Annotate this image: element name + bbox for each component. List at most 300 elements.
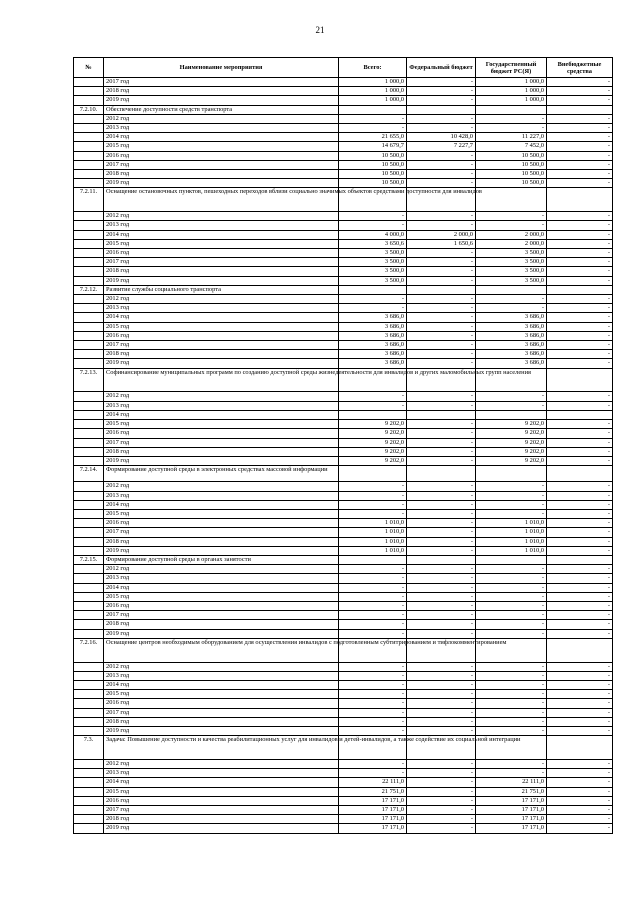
- cell-total: 9 202,0: [339, 429, 407, 438]
- cell-code: [74, 276, 104, 285]
- cell-name: 2016 год: [104, 151, 339, 160]
- cell-code: [74, 410, 104, 419]
- cell-state: -: [476, 500, 547, 509]
- cell-extra: -: [547, 179, 613, 188]
- cell-total: 3 500,0: [339, 276, 407, 285]
- cell-federal: -: [407, 438, 476, 447]
- cell-extra: -: [547, 759, 613, 768]
- cell-total: 1 010,0: [339, 537, 407, 546]
- cell-name: 2012 год: [104, 565, 339, 574]
- cell-name: 2019 год: [104, 629, 339, 638]
- cell-state: 9 202,0: [476, 429, 547, 438]
- cell-code: [74, 322, 104, 331]
- cell-state: 3 500,0: [476, 249, 547, 258]
- cell-total: 17 171,0: [339, 805, 407, 814]
- cell-extra: -: [547, 601, 613, 610]
- table-row: [74, 429, 613, 438]
- cell-total: 3 500,0: [339, 249, 407, 258]
- cell-total: -: [339, 699, 407, 708]
- cell-code: [74, 258, 104, 267]
- table-row: [74, 456, 613, 465]
- table-row: [74, 759, 613, 768]
- cell-extra: -: [547, 341, 613, 350]
- cell-total: 21 655,0: [339, 133, 407, 142]
- cell-state: -: [476, 759, 547, 768]
- cell-code: [74, 500, 104, 509]
- cell-state: 9 202,0: [476, 447, 547, 456]
- page-number: 21: [315, 25, 325, 35]
- cell-code: [74, 212, 104, 221]
- cell-state: -: [476, 401, 547, 410]
- cell-name: 2012 год: [104, 295, 339, 304]
- cell-federal: -: [407, 629, 476, 638]
- cell-name: 2018 год: [104, 815, 339, 824]
- table-row: [74, 304, 613, 313]
- cell-extra: -: [547, 778, 613, 787]
- cell-total: -: [339, 509, 407, 518]
- cell-code: [74, 815, 104, 824]
- cell-state: 2 000,0: [476, 239, 547, 248]
- cell-total: -: [339, 295, 407, 304]
- cell-extra: -: [547, 249, 613, 258]
- cell-state: 3 686,0: [476, 341, 547, 350]
- header-total: Всего:: [339, 58, 407, 78]
- cell-total: 17 171,0: [339, 824, 407, 833]
- table-body: [74, 78, 613, 834]
- cell-code: [74, 170, 104, 179]
- table-row: [74, 313, 613, 322]
- cell-total: 10 500,0: [339, 170, 407, 179]
- cell-name: 2015 год: [104, 592, 339, 601]
- cell-federal: -: [407, 769, 476, 778]
- cell-extra: -: [547, 726, 613, 735]
- cell-state: [476, 555, 547, 564]
- cell-state: -: [476, 717, 547, 726]
- cell-federal: -: [407, 331, 476, 340]
- cell-code: [74, 528, 104, 537]
- table-row: [74, 331, 613, 340]
- cell-extra: -: [547, 456, 613, 465]
- cell-name: 2013 год: [104, 574, 339, 583]
- cell-total: 10 500,0: [339, 160, 407, 169]
- table-row: [74, 611, 613, 620]
- cell-total: -: [339, 717, 407, 726]
- cell-extra: -: [547, 482, 613, 491]
- cell-name: 2012 год: [104, 212, 339, 221]
- cell-total: -: [339, 221, 407, 230]
- cell-state: -: [476, 769, 547, 778]
- cell-federal: -: [407, 759, 476, 768]
- cell-extra: -: [547, 392, 613, 401]
- cell-total: 21 751,0: [339, 787, 407, 796]
- cell-total: 3 686,0: [339, 313, 407, 322]
- cell-name: 2015 год: [104, 509, 339, 518]
- cell-total: 9 202,0: [339, 420, 407, 429]
- cell-total: -: [339, 769, 407, 778]
- table-row: [74, 151, 613, 160]
- cell-extra: -: [547, 239, 613, 248]
- cell-code: [74, 267, 104, 276]
- cell-federal: -: [407, 601, 476, 610]
- cell-name: 2018 год: [104, 717, 339, 726]
- cell-total: 14 679,7: [339, 142, 407, 151]
- cell-state: 1 010,0: [476, 519, 547, 528]
- cell-total: -: [339, 124, 407, 133]
- cell-code: [74, 87, 104, 96]
- cell-code: [74, 726, 104, 735]
- cell-name: 2013 год: [104, 401, 339, 410]
- cell-state: -: [476, 611, 547, 620]
- cell-federal: -: [407, 726, 476, 735]
- cell-state: [476, 410, 547, 419]
- cell-total: -: [339, 601, 407, 610]
- table-row: [74, 392, 613, 401]
- table-row: [74, 114, 613, 123]
- cell-code: 7.2.15.: [74, 555, 104, 564]
- cell-total: 10 500,0: [339, 151, 407, 160]
- cell-name: 2016 год: [104, 601, 339, 610]
- cell-total: 1 000,0: [339, 78, 407, 87]
- cell-name: 2018 год: [104, 267, 339, 276]
- cell-total: 3 686,0: [339, 331, 407, 340]
- cell-code: [74, 680, 104, 689]
- cell-extra: -: [547, 805, 613, 814]
- cell-state: -: [476, 726, 547, 735]
- cell-total: 17 171,0: [339, 815, 407, 824]
- cell-code: [74, 124, 104, 133]
- cell-code: [74, 133, 104, 142]
- cell-state: -: [476, 690, 547, 699]
- cell-state: [476, 466, 547, 482]
- cell-code: [74, 179, 104, 188]
- cell-code: [74, 341, 104, 350]
- cell-total: 3 686,0: [339, 350, 407, 359]
- section-row: [74, 466, 613, 482]
- cell-extra: -: [547, 447, 613, 456]
- cell-name: 2016 год: [104, 796, 339, 805]
- header-name: Наименование мероприятия: [104, 58, 339, 78]
- cell-name: 2017 год: [104, 438, 339, 447]
- cell-state: -: [476, 592, 547, 601]
- cell-federal: -: [407, 447, 476, 456]
- cell-code: [74, 509, 104, 518]
- cell-name: 2012 год: [104, 759, 339, 768]
- table-row: [74, 601, 613, 610]
- cell-state: 1 010,0: [476, 528, 547, 537]
- section-row: [74, 285, 613, 294]
- cell-code: [74, 824, 104, 833]
- cell-name: 2015 год: [104, 239, 339, 248]
- cell-total: 9 202,0: [339, 456, 407, 465]
- table-row: [74, 519, 613, 528]
- table-row: [74, 341, 613, 350]
- cell-federal: 7 227,7: [407, 142, 476, 151]
- cell-federal: -: [407, 824, 476, 833]
- cell-code: [74, 592, 104, 601]
- cell-state: 10 500,0: [476, 170, 547, 179]
- cell-code: [74, 717, 104, 726]
- cell-code: [74, 331, 104, 340]
- cell-extra: -: [547, 537, 613, 546]
- cell-name: 2015 год: [104, 142, 339, 151]
- cell-code: [74, 565, 104, 574]
- cell-code: [74, 769, 104, 778]
- cell-name: Обеспечение доступности средств транспорта: [104, 105, 339, 114]
- cell-federal: [407, 410, 476, 419]
- cell-name: 2012 год: [104, 392, 339, 401]
- cell-total: 10 500,0: [339, 179, 407, 188]
- cell-federal: -: [407, 258, 476, 267]
- cell-extra: -: [547, 824, 613, 833]
- table-row: [74, 221, 613, 230]
- cell-state: -: [476, 392, 547, 401]
- cell-name: 2019 год: [104, 96, 339, 105]
- cell-name: 2016 год: [104, 519, 339, 528]
- cell-name: 2015 год: [104, 690, 339, 699]
- cell-total: [339, 105, 407, 114]
- cell-name: 2013 год: [104, 221, 339, 230]
- cell-federal: -: [407, 420, 476, 429]
- table-row: [74, 267, 613, 276]
- cell-extra: -: [547, 528, 613, 537]
- cell-state: -: [476, 629, 547, 638]
- cell-name: 2017 год: [104, 78, 339, 87]
- cell-name: 2012 год: [104, 662, 339, 671]
- cell-code: [74, 805, 104, 814]
- header-extra: Внебюджетные средства: [547, 58, 613, 78]
- cell-total: -: [339, 671, 407, 680]
- table-row: [74, 671, 613, 680]
- header-no: №: [74, 58, 104, 78]
- cell-name: 2015 год: [104, 787, 339, 796]
- cell-state: 17 171,0: [476, 796, 547, 805]
- cell-state: 1 000,0: [476, 78, 547, 87]
- cell-name: 2017 год: [104, 528, 339, 537]
- table-row: [74, 295, 613, 304]
- cell-code: [74, 519, 104, 528]
- cell-federal: -: [407, 170, 476, 179]
- cell-code: [74, 160, 104, 169]
- cell-total: -: [339, 726, 407, 735]
- cell-extra: -: [547, 546, 613, 555]
- cell-extra: -: [547, 438, 613, 447]
- cell-total: 1 010,0: [339, 546, 407, 555]
- table-row: [74, 546, 613, 555]
- funding-table: [73, 57, 613, 834]
- section-row: [74, 736, 613, 760]
- cell-federal: -: [407, 500, 476, 509]
- table-row: [74, 509, 613, 518]
- header-state: Государственный бюджет РС(Я): [476, 58, 547, 78]
- cell-state: [476, 188, 547, 212]
- cell-code: [74, 438, 104, 447]
- cell-total: 1 000,0: [339, 87, 407, 96]
- cell-total: 3 686,0: [339, 322, 407, 331]
- cell-total: 4 000,0: [339, 230, 407, 239]
- table-row: [74, 491, 613, 500]
- table-row: [74, 133, 613, 142]
- cell-total: 1 010,0: [339, 519, 407, 528]
- cell-federal: -: [407, 546, 476, 555]
- cell-extra: -: [547, 295, 613, 304]
- table-row: [74, 96, 613, 105]
- cell-total: -: [339, 708, 407, 717]
- cell-code: [74, 601, 104, 610]
- table-row: [74, 592, 613, 601]
- cell-federal: -: [407, 313, 476, 322]
- cell-name: 2019 год: [104, 276, 339, 285]
- cell-state: -: [476, 671, 547, 680]
- cell-total: -: [339, 629, 407, 638]
- cell-extra: -: [547, 519, 613, 528]
- cell-code: [74, 151, 104, 160]
- table-row: [74, 565, 613, 574]
- cell-federal: -: [407, 528, 476, 537]
- cell-state: -: [476, 565, 547, 574]
- cell-name: 2019 год: [104, 824, 339, 833]
- cell-federal: [407, 555, 476, 564]
- cell-extra: -: [547, 267, 613, 276]
- cell-code: [74, 796, 104, 805]
- cell-name: 2019 год: [104, 179, 339, 188]
- cell-total: 1 010,0: [339, 528, 407, 537]
- cell-total: -: [339, 500, 407, 509]
- cell-state: 3 686,0: [476, 322, 547, 331]
- cell-code: [74, 546, 104, 555]
- table-row: [74, 482, 613, 491]
- cell-name: 2014 год: [104, 500, 339, 509]
- table-row: [74, 359, 613, 368]
- cell-extra: [547, 368, 613, 392]
- cell-code: [74, 759, 104, 768]
- cell-federal: -: [407, 212, 476, 221]
- cell-federal: -: [407, 662, 476, 671]
- cell-extra: -: [547, 629, 613, 638]
- cell-name: 2014 год: [104, 313, 339, 322]
- cell-code: [74, 787, 104, 796]
- cell-code: [74, 249, 104, 258]
- cell-state: [476, 285, 547, 294]
- cell-extra: -: [547, 151, 613, 160]
- cell-total: -: [339, 680, 407, 689]
- cell-federal: [407, 285, 476, 294]
- cell-state: 9 202,0: [476, 456, 547, 465]
- cell-total: -: [339, 482, 407, 491]
- section-row: [74, 188, 613, 212]
- cell-state: 3 686,0: [476, 350, 547, 359]
- cell-state: 3 500,0: [476, 258, 547, 267]
- table-row: [74, 142, 613, 151]
- cell-extra: -: [547, 500, 613, 509]
- table-row: [74, 420, 613, 429]
- cell-state: [476, 105, 547, 114]
- cell-extra: -: [547, 350, 613, 359]
- cell-extra: -: [547, 276, 613, 285]
- cell-federal: -: [407, 620, 476, 629]
- cell-code: [74, 708, 104, 717]
- cell-federal: -: [407, 671, 476, 680]
- cell-extra: -: [547, 769, 613, 778]
- cell-federal: -: [407, 690, 476, 699]
- section-row: [74, 555, 613, 564]
- cell-name: Развитие службы социального транспорта: [104, 285, 339, 294]
- table-row: [74, 528, 613, 537]
- cell-total: -: [339, 662, 407, 671]
- cell-extra: -: [547, 680, 613, 689]
- cell-extra: -: [547, 420, 613, 429]
- cell-name: 2018 год: [104, 537, 339, 546]
- cell-state: 3 686,0: [476, 331, 547, 340]
- table-row: [74, 574, 613, 583]
- table-row: [74, 620, 613, 629]
- table-row: [74, 447, 613, 456]
- cell-extra: -: [547, 717, 613, 726]
- cell-code: [74, 778, 104, 787]
- cell-name: 2016 год: [104, 249, 339, 258]
- section-row: [74, 368, 613, 392]
- cell-federal: -: [407, 124, 476, 133]
- cell-total: -: [339, 304, 407, 313]
- cell-federal: -: [407, 114, 476, 123]
- cell-code: [74, 401, 104, 410]
- cell-total: -: [339, 759, 407, 768]
- cell-state: 3 686,0: [476, 359, 547, 368]
- cell-name: 2013 год: [104, 304, 339, 313]
- cell-extra: [547, 736, 613, 760]
- cell-extra: -: [547, 491, 613, 500]
- cell-total: 1 000,0: [339, 96, 407, 105]
- table-row: [74, 690, 613, 699]
- cell-code: 7.2.12.: [74, 285, 104, 294]
- cell-extra: -: [547, 690, 613, 699]
- cell-name: Формирование доступной среды в органах занятости: [104, 555, 339, 564]
- cell-extra: -: [547, 78, 613, 87]
- cell-name: 2014 год: [104, 230, 339, 239]
- cell-state: 17 171,0: [476, 815, 547, 824]
- cell-total: 9 202,0: [339, 438, 407, 447]
- cell-federal: -: [407, 96, 476, 105]
- cell-name: 2016 год: [104, 429, 339, 438]
- cell-extra: -: [547, 620, 613, 629]
- cell-name: 2017 год: [104, 341, 339, 350]
- cell-state: 21 751,0: [476, 787, 547, 796]
- cell-name: 2014 год: [104, 778, 339, 787]
- cell-extra: -: [547, 170, 613, 179]
- cell-code: [74, 574, 104, 583]
- cell-total: 3 686,0: [339, 359, 407, 368]
- cell-total: 3 686,0: [339, 341, 407, 350]
- cell-code: [74, 359, 104, 368]
- cell-state: -: [476, 491, 547, 500]
- cell-name: Оснащение центров необходимым оборудованием для осуществления инвалидов с подготовленным субтитрированием и тифлокомментированием: [104, 638, 339, 662]
- table-row: [74, 230, 613, 239]
- cell-name: 2012 год: [104, 482, 339, 491]
- cell-federal: -: [407, 429, 476, 438]
- cell-federal: -: [407, 583, 476, 592]
- cell-code: [74, 142, 104, 151]
- cell-federal: -: [407, 482, 476, 491]
- cell-federal: -: [407, 456, 476, 465]
- cell-extra: -: [547, 401, 613, 410]
- cell-code: [74, 699, 104, 708]
- table-row: [74, 708, 613, 717]
- cell-total: -: [339, 620, 407, 629]
- cell-total: 3 500,0: [339, 258, 407, 267]
- cell-federal: -: [407, 592, 476, 601]
- cell-extra: -: [547, 160, 613, 169]
- cell-federal: -: [407, 699, 476, 708]
- cell-extra: -: [547, 565, 613, 574]
